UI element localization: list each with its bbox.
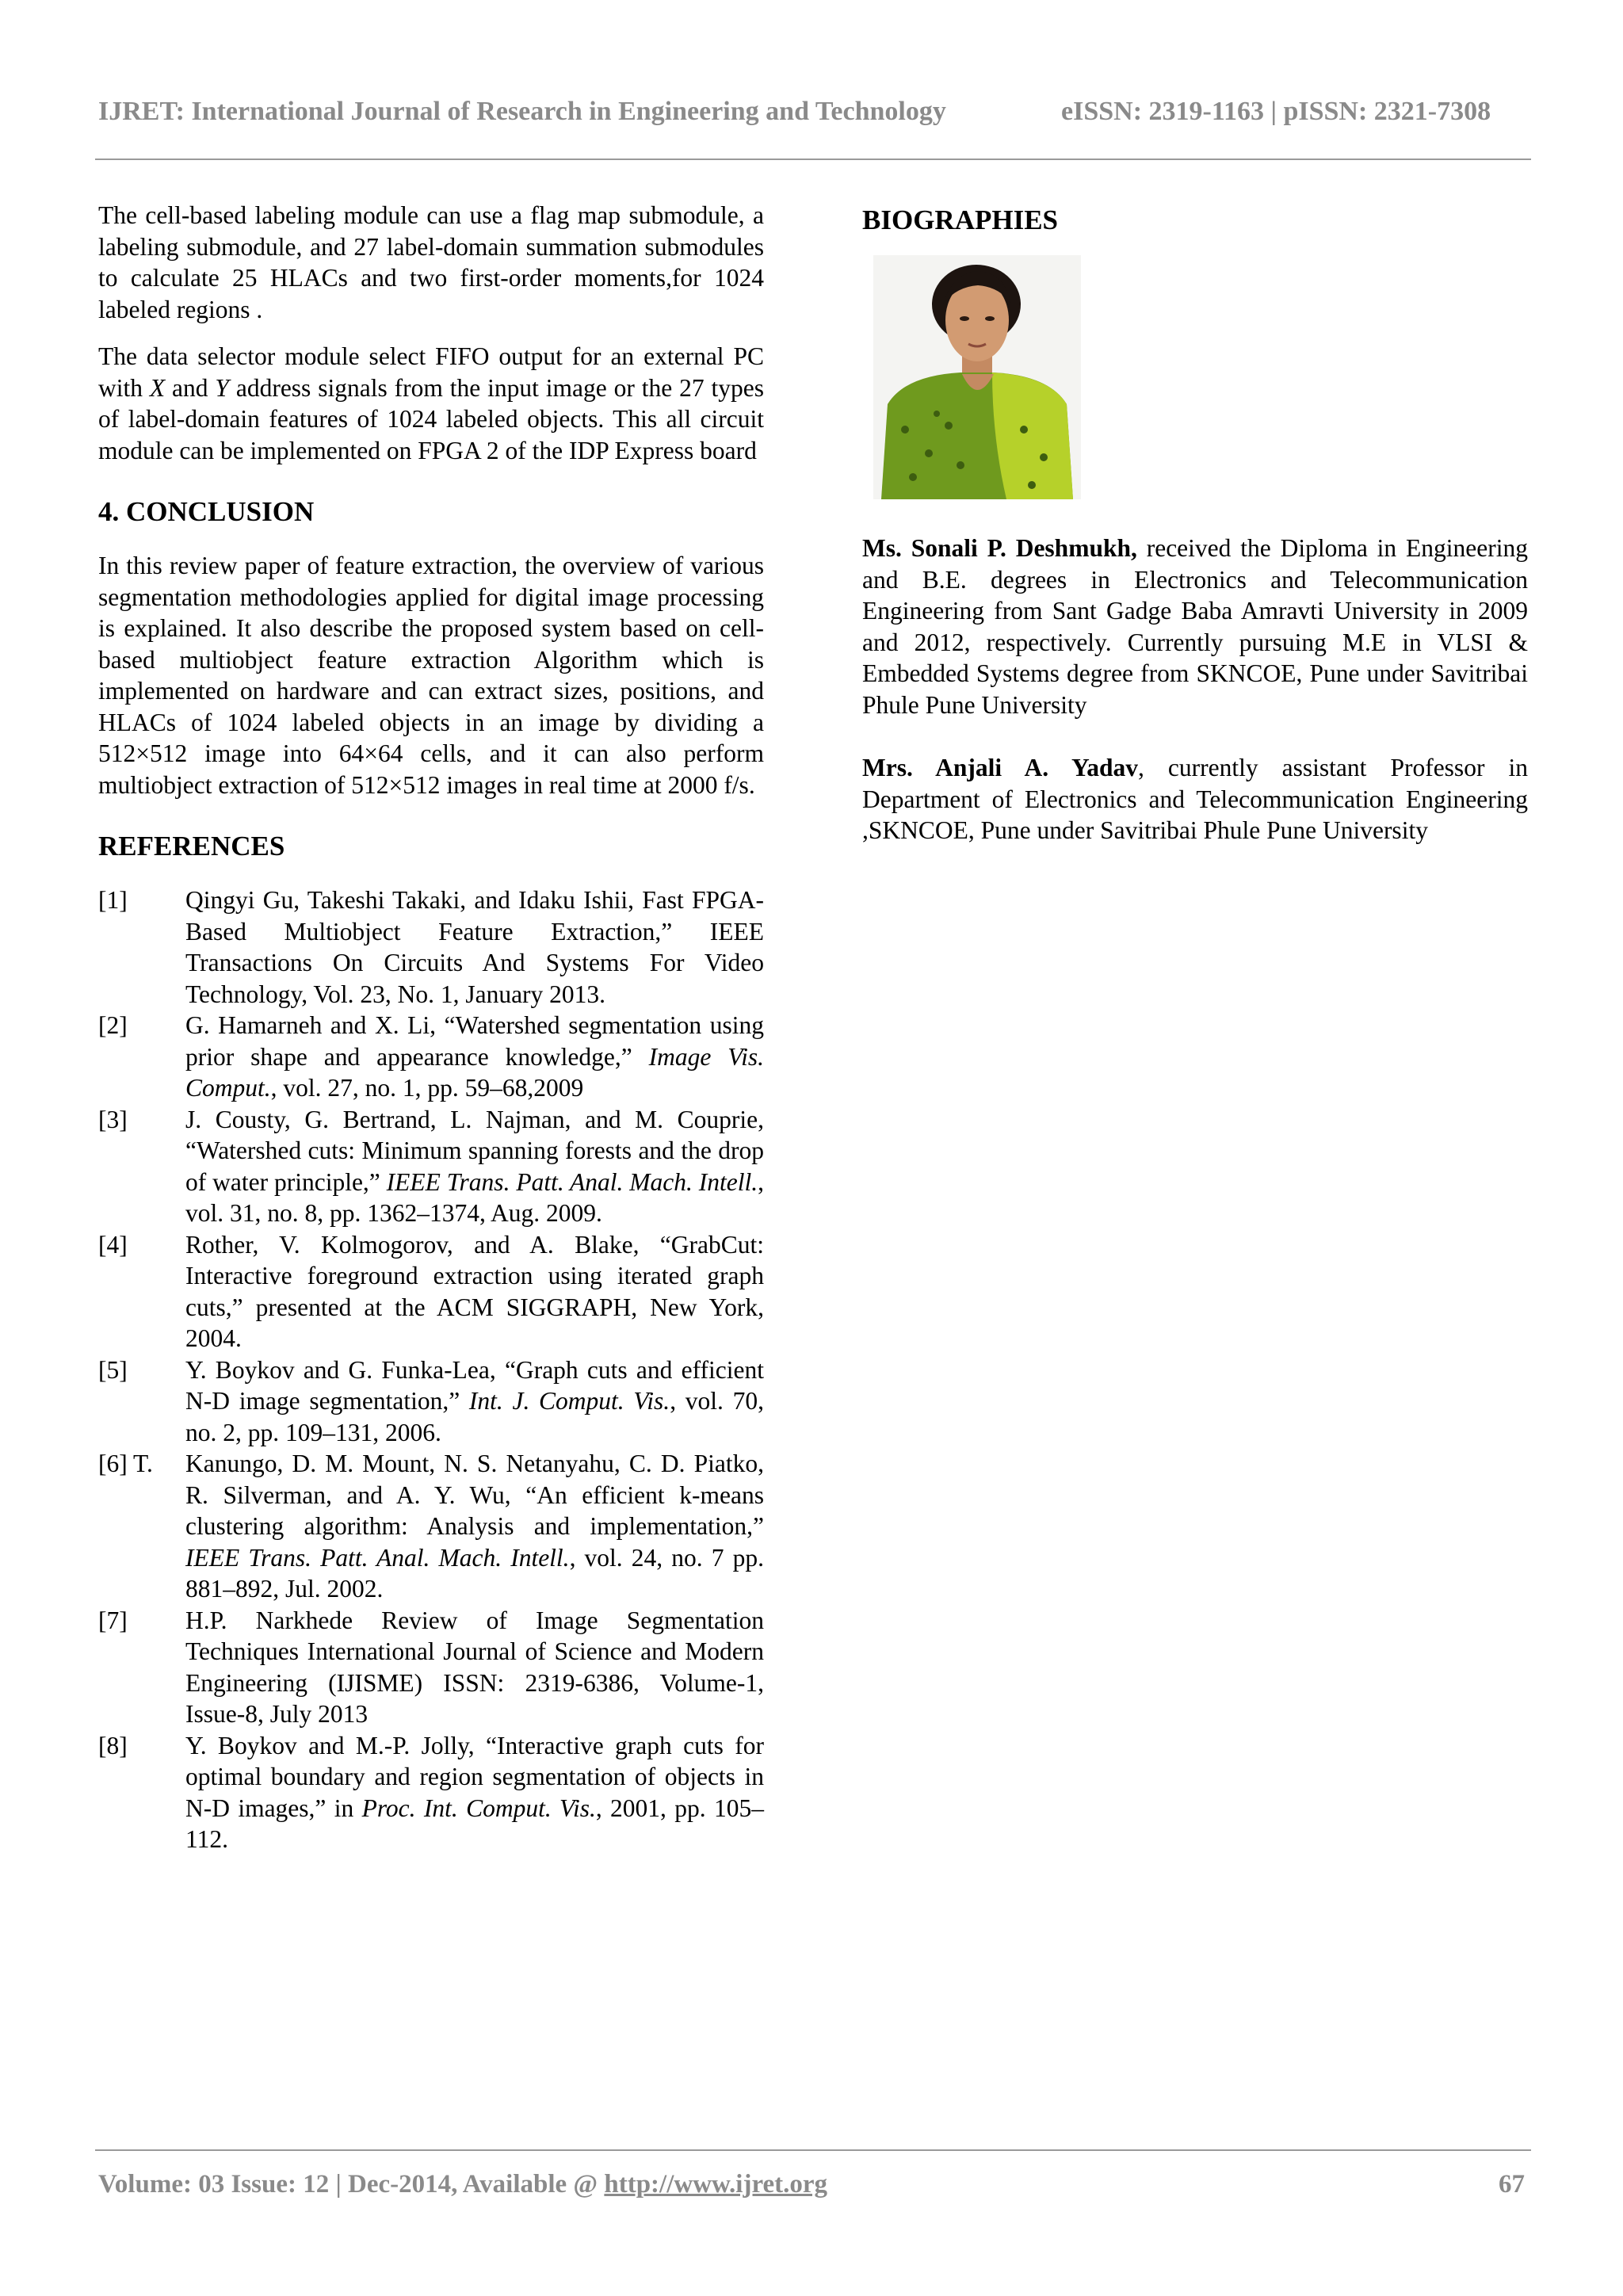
reference-item: [8] Y. Boykov and M.-P. Jolly, “Interactive graph cuts for optimal boundary and region segmentation of objects in N-D images,” in Proc. Int. Comput. Vis., 2001, pp. 105–112. <box>98 1731 764 1853</box>
reference-item: [3] J. Cousty, G. Bertrand, L. Najman, and M. Couprie, “Watershed cuts: Minimum spanning forests and the drop of water principle,” IEEE Trans. Patt. Anal. Mach. Intell., vol. 31, no. 8, pp. 1362–1374, Aug. 2009. <box>98 1105 764 1227</box>
issn-text: eISSN: 2319-1163 | pISSN: 2321-7308 <box>1061 97 1491 126</box>
footer-divider <box>95 2149 1531 2151</box>
reference-item: [1] Qingyi Gu, Takeshi Takaki, and Idaku Ishii, Fast FPGA-Based Multiobject Feature Extraction,” IEEE Transactions On Circuits And Systems For Video Technology, Vol. 23, No. 1, January 2013. <box>98 886 764 1008</box>
bio-name: Mrs. Anjali A. Yadav <box>862 754 1138 781</box>
biography-1: Ms. Sonali P. Deshmukh, received the Diploma in Engineering and B.E. degrees in Electronics and Telecommunication Engineering from Sant Gadge Baba Amravti University in 2009 and 2012, respectively. Currently pursuing M.E in VLSI & Embedded Systems degree from SKNCOE, Pune under Savitribai Phule Pune University <box>862 534 1528 719</box>
conclusion-heading: 4. CONCLUSION <box>98 496 315 527</box>
right-column <box>862 200 1528 846</box>
biographies-heading: BIOGRAPHIES <box>862 204 1058 235</box>
author-portrait-image <box>873 255 1081 499</box>
left-column <box>98 200 764 1855</box>
bio-name: Ms. Sonali P. Deshmukh, <box>862 534 1137 562</box>
conclusion-paragraph: In this review paper of feature extraction, the overview of various segmentation methodologies applied for digital image processing is explained. It also describe the proposed system based on cell-based multiobject feature extraction Algorithm which is implemented on hardware and can extract sizes, positions, and HLACs of 1024 labeled objects in an image by dividing a 512×512 image into 64×64 cells, and it can also perform multiobject extraction of 512×512 images in real time at 2000 f/s. <box>98 552 764 799</box>
running-footer <box>98 2170 1525 2199</box>
reference-item: [2] G. Hamarneh and X. Li, “Watershed segmentation using prior shape and appearance knowledge,” Image Vis. Comput., vol. 27, no. 1, pp. 59–68,2009 <box>98 1011 764 1102</box>
reference-item: [7] H.P. Narkhede Review of Image Segmentation Techniques International Journal of Science and Modern Engineering (IJISME) ISSN: 2319-6386, Volume-1, Issue-8, July 2013 <box>98 1606 764 1728</box>
author-photo <box>873 255 1081 499</box>
header-divider <box>95 159 1531 160</box>
references-heading: REFERENCES <box>98 831 285 861</box>
biography-2: Mrs. Anjali A. Yadav, currently assistant Professor in Department of Electronics and Telecommunication Engineering ,SKNCOE, Pune under Savitribai Phule Pune University <box>862 754 1528 844</box>
reference-item: [5] Y. Boykov and G. Funka-Lea, “Graph cuts and efficient N-D image segmentation,” Int. J. Comput. Vis., vol. 70, no. 2, pp. 109–131, 2006. <box>98 1355 764 1446</box>
journal-link[interactable]: http://www.ijret.org <box>604 2170 828 2199</box>
volume-info: Volume: 03 Issue: 12 | Dec-2014, Available @ <box>98 2170 605 2199</box>
paragraph-data-selector: The data selector module select FIFO output for an external PC with X and Y address signals from the input image or the 27 types of label-domain features of 1024 labeled objects. This all circuit module can be implemented on FPGA 2 of the IDP Express board <box>98 342 764 464</box>
reference-item: [6] T. Kanungo, D. M. Mount, N. S. Netanyahu, C. D. Piatko, R. Silverman, and A. Y. Wu, “An efficient k-means clustering algorithm: Analysis and implementation,” IEEE Trans. Patt. Anal. Mach. Intell., vol. 24, no. 7 pp. 881–892, Jul. 2002. <box>98 1450 764 1603</box>
journal-title: IJRET: International Journal of Research in Engineering and Technology <box>98 97 946 126</box>
reference-list <box>98 884 764 1855</box>
reference-item: [4] Rother, V. Kolmogorov, and A. Blake, “GrabCut: Interactive foreground extraction using iterated graph cuts,” presented at the ACM SIGGRAPH, New York, 2004. <box>98 1230 764 1352</box>
page-number: 67 <box>1499 2170 1525 2199</box>
paragraph-cell-labeling: The cell-based labeling module can use a flag map submodule, a labeling submodule, and 27 label-domain summation submodules to calculate 25 HLACs and two first-order moments,for 1024 labeled regions . <box>98 201 764 323</box>
